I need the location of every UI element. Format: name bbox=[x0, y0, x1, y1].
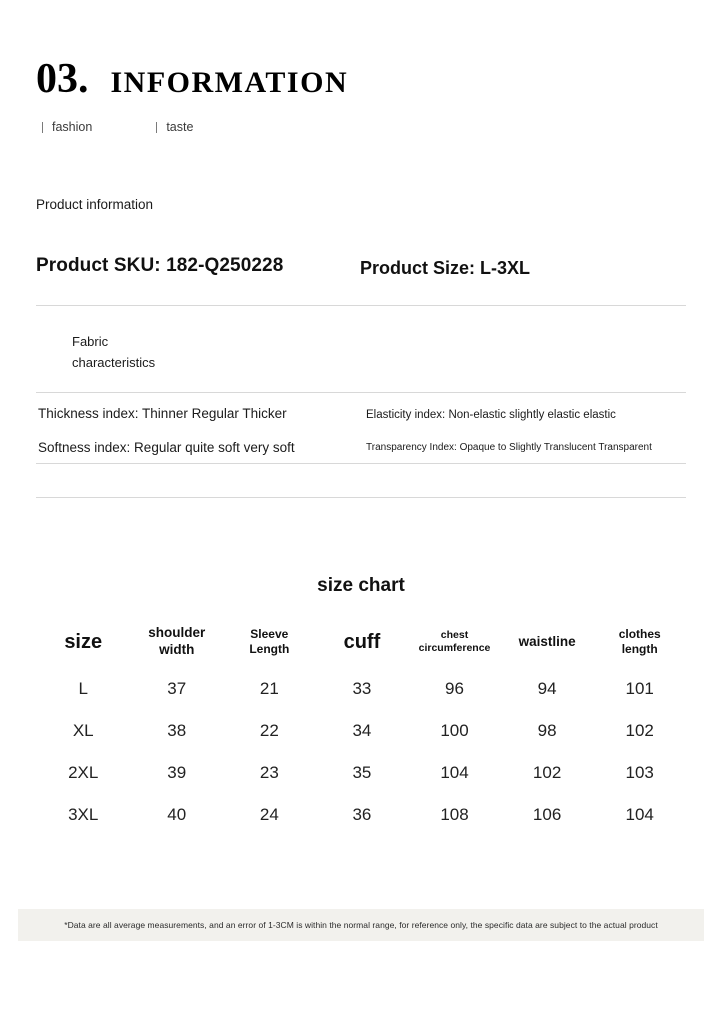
table-cell: 35 bbox=[352, 763, 372, 782]
header-tags bbox=[42, 120, 193, 134]
table-header-cell: shoulder width bbox=[148, 625, 206, 657]
table-cell: 24 bbox=[259, 805, 279, 824]
softness-index: Softness index: Regular quite soft very soft bbox=[38, 440, 295, 455]
table-cell: 3XL bbox=[68, 805, 99, 824]
table-cell: 98 bbox=[537, 721, 557, 740]
product-information-label: Product information bbox=[36, 197, 154, 212]
divider-2 bbox=[36, 392, 686, 393]
divider-3 bbox=[36, 463, 686, 464]
table-cell: 108 bbox=[440, 805, 469, 824]
tag-fashion-label: fashion bbox=[52, 120, 93, 134]
table-cell: 34 bbox=[352, 721, 372, 740]
tag-fashion bbox=[42, 120, 92, 134]
table-header-cell: waistline bbox=[518, 633, 576, 649]
fabric-characteristics-line2: characteristics bbox=[72, 355, 156, 371]
table-cell: 39 bbox=[167, 763, 187, 782]
table-cell: 100 bbox=[440, 721, 469, 740]
fabric-characteristics-label bbox=[72, 331, 155, 374]
product-sku: Product SKU: 182-Q250228 bbox=[36, 255, 284, 276]
table-header-cell: size bbox=[64, 630, 103, 653]
table-cell: 22 bbox=[259, 721, 279, 740]
table-cell: 37 bbox=[167, 679, 187, 698]
table-cell: 101 bbox=[625, 679, 654, 698]
table-cell: L bbox=[78, 679, 88, 698]
table-cell: 2XL bbox=[68, 763, 99, 782]
table-cell: 21 bbox=[259, 679, 279, 698]
section-number: 03. bbox=[36, 56, 89, 102]
table-row bbox=[36, 794, 686, 836]
tick-mark-icon bbox=[156, 122, 157, 133]
table-cell: 104 bbox=[625, 805, 654, 824]
divider-1 bbox=[36, 305, 686, 306]
table-header-cell: chest circumference bbox=[418, 628, 491, 654]
table-cell: XL bbox=[72, 721, 94, 740]
table-header-cell: cuff bbox=[343, 630, 381, 653]
size-chart-title: size chart bbox=[317, 575, 405, 596]
elasticity-index: Elasticity index: Non-elastic slightly elastic elastic bbox=[366, 409, 616, 421]
table-row bbox=[36, 710, 686, 752]
page-title: INFORMATION bbox=[110, 66, 349, 99]
table-cell: 33 bbox=[352, 679, 372, 698]
table-header-row bbox=[36, 616, 686, 668]
tag-taste bbox=[156, 120, 193, 134]
footnote-bar bbox=[18, 909, 704, 941]
table-cell: 104 bbox=[440, 763, 469, 782]
table-cell: 40 bbox=[167, 805, 187, 824]
table-row bbox=[36, 752, 686, 794]
table-header-cell: Sleeve Length bbox=[249, 627, 290, 656]
thickness-index: Thickness index: Thinner Regular Thicker bbox=[38, 406, 287, 421]
table-cell: 94 bbox=[537, 679, 557, 698]
divider-4 bbox=[36, 497, 686, 498]
transparency-index: Transparency Index: Opaque to Slightly Translucent Transparent bbox=[366, 442, 652, 453]
page-header bbox=[36, 58, 348, 100]
fabric-characteristics-line1: Fabric bbox=[72, 334, 109, 349]
table-cell: 102 bbox=[625, 721, 654, 740]
table-header-cell: clothes length bbox=[618, 627, 661, 656]
table-cell: 96 bbox=[445, 679, 464, 698]
tag-taste-label: taste bbox=[166, 120, 194, 134]
size-chart-table bbox=[36, 616, 686, 836]
tick-mark-icon bbox=[42, 122, 43, 133]
product-size-range: Product Size: L-3XL bbox=[360, 258, 531, 278]
table-cell: 103 bbox=[625, 763, 654, 782]
table-cell: 106 bbox=[532, 805, 562, 824]
table-cell: 23 bbox=[259, 763, 279, 782]
table-body bbox=[36, 668, 686, 836]
table-cell: 102 bbox=[532, 763, 562, 782]
footnote-text: *Data are all average measurements, and an error of 1-3CM is within the normal range, for reference only, the specific data are subject to the actual product bbox=[64, 920, 658, 930]
table-cell: 36 bbox=[352, 805, 372, 824]
table-cell: 38 bbox=[167, 721, 187, 740]
table-row bbox=[36, 668, 686, 710]
